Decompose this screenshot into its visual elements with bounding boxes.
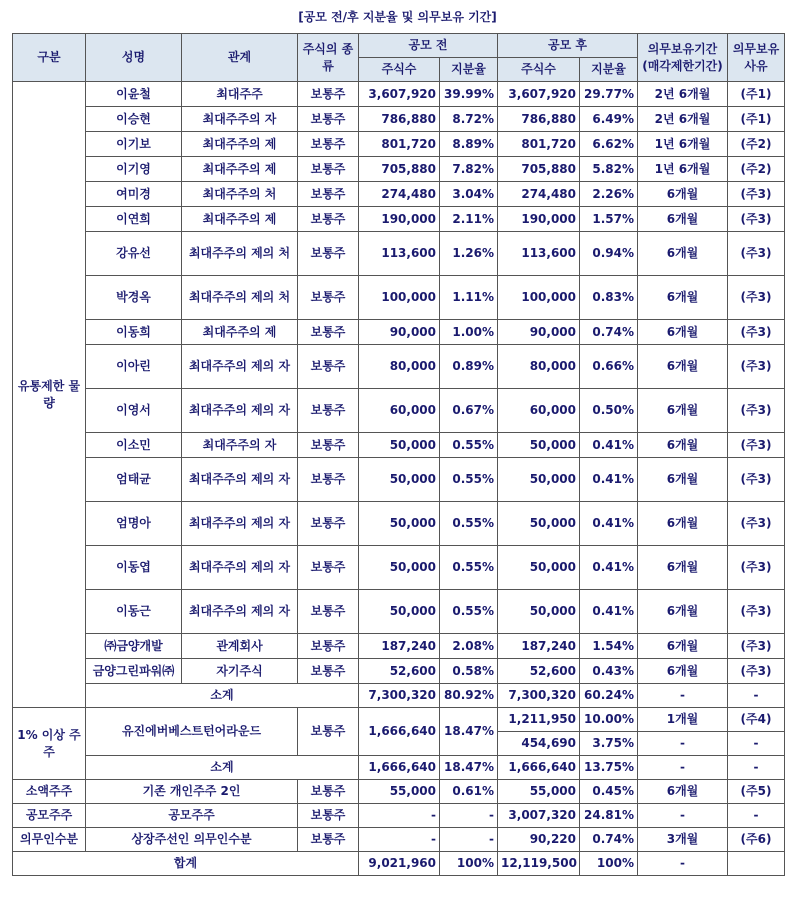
header-after-ratio: 지분율 <box>580 58 638 82</box>
lockup-period-cell: 6개월 <box>638 320 728 345</box>
shares-after-cell: 786,880 <box>498 107 580 132</box>
table-row <box>13 684 785 708</box>
lockup-period-cell: 6개월 <box>638 232 728 276</box>
shares-after-cell: 50,000 <box>498 590 580 634</box>
header-before: 공모 전 <box>359 34 498 58</box>
shares-before-cell: 1,666,640 <box>359 708 440 756</box>
lockup-period-cell: 1개월 <box>638 708 728 732</box>
lockup-reason-cell: - <box>728 804 785 828</box>
shares-before-cell: 705,880 <box>359 157 440 182</box>
ratio-after-cell: 0.74% <box>580 828 638 852</box>
lockup-period-cell: 6개월 <box>638 502 728 546</box>
shares-before-cell: 786,880 <box>359 107 440 132</box>
shareholder-name-cell: 엄태균 <box>86 458 182 502</box>
ratio-before-cell: 100% <box>440 852 498 876</box>
ratio-after-cell: 1.57% <box>580 207 638 232</box>
lockup-reason-cell: - <box>728 684 785 708</box>
shares-after-cell: 50,000 <box>498 546 580 590</box>
ratio-after-cell: 0.74% <box>580 320 638 345</box>
header-lockup: 의무보유기간 (매각제한기간) <box>638 34 728 82</box>
stock-type-cell: 보통주 <box>298 157 359 182</box>
category-label-major: 1% 이상 주주 <box>13 708 86 780</box>
ratio-after-cell: 0.50% <box>580 389 638 433</box>
lockup-reason-cell: (주3) <box>728 182 785 207</box>
relation-cell: 최대주주 <box>182 82 298 107</box>
lockup-period-cell: 6개월 <box>638 276 728 320</box>
ratio-after-cell: 100% <box>580 852 638 876</box>
table-row <box>13 708 785 732</box>
ratio-after-cell: 0.45% <box>580 780 638 804</box>
header-category: 구분 <box>13 34 86 82</box>
ratio-after-cell: 3.75% <box>580 732 638 756</box>
shares-after-cell: 12,119,500 <box>498 852 580 876</box>
table-row <box>13 756 785 780</box>
stock-type-cell: 보통주 <box>298 182 359 207</box>
stock-type-cell: 보통주 <box>298 320 359 345</box>
shares-before-cell: 50,000 <box>359 502 440 546</box>
lockup-period-cell: 2년 6개월 <box>638 82 728 107</box>
stock-type-cell: 보통주 <box>298 458 359 502</box>
shares-after-cell: 7,300,320 <box>498 684 580 708</box>
table-row <box>13 276 785 320</box>
lockup-reason-cell: (주3) <box>728 232 785 276</box>
header-after-shares: 주식수 <box>498 58 580 82</box>
shares-before-cell: 7,300,320 <box>359 684 440 708</box>
shares-before-cell: 100,000 <box>359 276 440 320</box>
stock-type-cell: 보통주 <box>298 232 359 276</box>
ratio-after-cell: 5.82% <box>580 157 638 182</box>
shareholder-name-cell: 이윤철 <box>86 82 182 107</box>
table-row <box>13 107 785 132</box>
table-row <box>13 132 785 157</box>
shares-before-cell: - <box>359 804 440 828</box>
lockup-period-cell: 6개월 <box>638 182 728 207</box>
lockup-reason-cell: (주3) <box>728 546 785 590</box>
relation-cell: 최대주주의 처 <box>182 182 298 207</box>
relation-cell: 최대주주의 제의 자 <box>182 546 298 590</box>
shareholder-name-cell: 박경옥 <box>86 276 182 320</box>
shares-after-cell: 80,000 <box>498 345 580 389</box>
ratio-before-cell: 1.11% <box>440 276 498 320</box>
shares-before-cell: 60,000 <box>359 389 440 433</box>
relation-cell: 최대주주의 자 <box>182 433 298 458</box>
shares-before-cell: 52,600 <box>359 659 440 684</box>
table-title: [공모 전/후 지분율 및 의무보유 기간] <box>298 10 497 24</box>
table-row <box>13 780 785 804</box>
ratio-after-cell: 0.41% <box>580 546 638 590</box>
lockup-reason-cell: (주5) <box>728 780 785 804</box>
relation-cell: 최대주주의 제의 자 <box>182 502 298 546</box>
shareholding-table <box>12 33 785 876</box>
shareholder-name-cell: 여미경 <box>86 182 182 207</box>
ratio-before-cell: 1.26% <box>440 232 498 276</box>
table-row <box>13 804 785 828</box>
shareholder-name-cell: 이동희 <box>86 320 182 345</box>
lockup-period-cell: - <box>638 852 728 876</box>
shareholder-name-cell: 이아린 <box>86 345 182 389</box>
ratio-after-cell: 1.54% <box>580 634 638 659</box>
ratio-before-cell: 18.47% <box>440 756 498 780</box>
shares-after-cell: 1,666,640 <box>498 756 580 780</box>
lockup-reason-cell: (주3) <box>728 502 785 546</box>
shares-before-cell: 187,240 <box>359 634 440 659</box>
ratio-after-cell: 0.83% <box>580 276 638 320</box>
table-row <box>13 659 785 684</box>
shares-after-cell: 190,000 <box>498 207 580 232</box>
lockup-period-cell: 6개월 <box>638 433 728 458</box>
relation-cell: 최대주주의 제의 자 <box>182 458 298 502</box>
shares-before-cell: 80,000 <box>359 345 440 389</box>
stock-type-cell: 보통주 <box>298 780 359 804</box>
lockup-reason-cell: - <box>728 756 785 780</box>
lockup-period-cell: 6개월 <box>638 634 728 659</box>
lockup-reason-cell: - <box>728 732 785 756</box>
lockup-period-cell: 2년 6개월 <box>638 107 728 132</box>
stock-type-cell: 보통주 <box>298 828 359 852</box>
category-label-mandatory: 의무인수분 <box>13 828 86 852</box>
shares-after-cell: 274,480 <box>498 182 580 207</box>
shareholder-name-cell: 강유선 <box>86 232 182 276</box>
shareholder-name-cell: 이기영 <box>86 157 182 182</box>
lockup-reason-cell <box>728 852 785 876</box>
ratio-after-cell: 13.75% <box>580 756 638 780</box>
ratio-after-cell: 60.24% <box>580 684 638 708</box>
stock-type-cell: 보통주 <box>298 107 359 132</box>
lockup-reason-cell: (주3) <box>728 659 785 684</box>
ratio-before-cell: 0.61% <box>440 780 498 804</box>
header-after: 공모 후 <box>498 34 638 58</box>
ratio-before-cell: - <box>440 804 498 828</box>
category-label-public: 공모주주 <box>13 804 86 828</box>
header-relation: 관계 <box>182 34 298 82</box>
shareholder-name-cell: 이소민 <box>86 433 182 458</box>
lockup-reason-cell: (주3) <box>728 345 785 389</box>
category-label-restricted: 유통제한 물량 <box>13 82 86 708</box>
ratio-before-cell: 0.67% <box>440 389 498 433</box>
shareholder-name-cell: 이동엽 <box>86 546 182 590</box>
ratio-before-cell: 3.04% <box>440 182 498 207</box>
ratio-before-cell: 0.55% <box>440 458 498 502</box>
shares-before-cell: 113,600 <box>359 232 440 276</box>
ratio-before-cell: 8.89% <box>440 132 498 157</box>
stock-type-cell: 보통주 <box>298 590 359 634</box>
lockup-period-cell: 6개월 <box>638 207 728 232</box>
shareholder-name-cell: 이영서 <box>86 389 182 433</box>
lockup-reason-cell: (주2) <box>728 157 785 182</box>
shareholder-name-cell: 금양그린파워㈜ <box>86 659 182 684</box>
relation-cell: 최대주주의 제 <box>182 157 298 182</box>
relation-cell: 최대주주의 제의 자 <box>182 590 298 634</box>
stock-type-cell: 보통주 <box>298 634 359 659</box>
relation-cell: 최대주주의 제 <box>182 320 298 345</box>
ratio-before-cell: 0.55% <box>440 590 498 634</box>
header-before-ratio: 지분율 <box>440 58 498 82</box>
table-row <box>13 546 785 590</box>
lockup-period-cell: 6개월 <box>638 659 728 684</box>
relation-cell: 최대주주의 제의 처 <box>182 276 298 320</box>
table-row <box>13 207 785 232</box>
relation-cell: 최대주주의 자 <box>182 107 298 132</box>
shares-before-cell: 1,666,640 <box>359 756 440 780</box>
lockup-reason-cell: (주3) <box>728 590 785 634</box>
lockup-reason-cell: (주3) <box>728 389 785 433</box>
lockup-period-cell: 6개월 <box>638 389 728 433</box>
ratio-after-cell: 6.62% <box>580 132 638 157</box>
ratio-before-cell: 2.11% <box>440 207 498 232</box>
table-row <box>13 232 785 276</box>
ratio-after-cell: 2.26% <box>580 182 638 207</box>
shareholder-name-cell: 이연희 <box>86 207 182 232</box>
ratio-before-cell: - <box>440 828 498 852</box>
ratio-after-cell: 0.94% <box>580 232 638 276</box>
ratio-after-cell: 0.66% <box>580 345 638 389</box>
lockup-period-cell: - <box>638 684 728 708</box>
lockup-period-cell: 6개월 <box>638 345 728 389</box>
shareholder-name-cell: 이기보 <box>86 132 182 157</box>
ratio-before-cell: 18.47% <box>440 708 498 756</box>
subtotal-label: 소계 <box>86 684 359 708</box>
ratio-before-cell: 80.92% <box>440 684 498 708</box>
ratio-before-cell: 1.00% <box>440 320 498 345</box>
shares-before-cell: 55,000 <box>359 780 440 804</box>
relation-cell: 최대주주의 제의 자 <box>182 345 298 389</box>
lockup-reason-cell: (주4) <box>728 708 785 732</box>
ratio-after-cell: 6.49% <box>580 107 638 132</box>
table-row <box>13 634 785 659</box>
ratio-after-cell: 24.81% <box>580 804 638 828</box>
shares-after-cell: 100,000 <box>498 276 580 320</box>
table-row <box>13 320 785 345</box>
shares-before-cell: 50,000 <box>359 590 440 634</box>
shares-before-cell: 50,000 <box>359 458 440 502</box>
shares-after-cell: 50,000 <box>498 502 580 546</box>
table-row <box>13 590 785 634</box>
shareholder-name-cell: 엄명아 <box>86 502 182 546</box>
ratio-before-cell: 0.55% <box>440 546 498 590</box>
shares-before-cell: 9,021,960 <box>359 852 440 876</box>
shareholder-name-cell: 이승현 <box>86 107 182 132</box>
lockup-period-cell: 6개월 <box>638 458 728 502</box>
relation-cell: 최대주주의 제의 자 <box>182 389 298 433</box>
lockup-reason-cell: (주6) <box>728 828 785 852</box>
lockup-period-cell: - <box>638 804 728 828</box>
shares-after-cell: 3,007,320 <box>498 804 580 828</box>
shareholder-name-cell: 유진에버베스트턴어라운드 <box>86 708 298 756</box>
relation-cell: 자기주식 <box>182 659 298 684</box>
table-row <box>13 433 785 458</box>
lockup-reason-cell: (주3) <box>728 320 785 345</box>
lockup-reason-cell: (주3) <box>728 433 785 458</box>
shares-after-cell: 1,211,950 <box>498 708 580 732</box>
ratio-before-cell: 0.55% <box>440 502 498 546</box>
shares-after-cell: 113,600 <box>498 232 580 276</box>
shares-after-cell: 52,600 <box>498 659 580 684</box>
ratio-after-cell: 0.41% <box>580 433 638 458</box>
stock-type-cell: 보통주 <box>298 433 359 458</box>
ratio-before-cell: 0.89% <box>440 345 498 389</box>
shares-after-cell: 50,000 <box>498 458 580 502</box>
ratio-after-cell: 0.41% <box>580 590 638 634</box>
relation-cell: 최대주주의 제 <box>182 207 298 232</box>
shareholder-name-cell: ㈜금양개발 <box>86 634 182 659</box>
ratio-after-cell: 29.77% <box>580 82 638 107</box>
shareholder-name-cell: 공모주주 <box>86 804 298 828</box>
lockup-period-cell: 6개월 <box>638 590 728 634</box>
lockup-period-cell: 6개월 <box>638 780 728 804</box>
shares-after-cell: 55,000 <box>498 780 580 804</box>
ratio-before-cell: 0.58% <box>440 659 498 684</box>
stock-type-cell: 보통주 <box>298 345 359 389</box>
ratio-before-cell: 2.08% <box>440 634 498 659</box>
shares-after-cell: 60,000 <box>498 389 580 433</box>
header-name: 성명 <box>86 34 182 82</box>
stock-type-cell: 보통주 <box>298 82 359 107</box>
lockup-reason-cell: (주2) <box>728 132 785 157</box>
stock-type-cell: 보통주 <box>298 546 359 590</box>
ratio-after-cell: 0.41% <box>580 458 638 502</box>
stock-type-cell: 보통주 <box>298 804 359 828</box>
table-row <box>13 345 785 389</box>
shares-after-cell: 3,607,920 <box>498 82 580 107</box>
shares-before-cell: - <box>359 828 440 852</box>
ratio-before-cell: 8.72% <box>440 107 498 132</box>
shares-after-cell: 90,000 <box>498 320 580 345</box>
stock-type-cell: 보통주 <box>298 502 359 546</box>
shares-after-cell: 801,720 <box>498 132 580 157</box>
lockup-period-cell: - <box>638 756 728 780</box>
stock-type-cell: 보통주 <box>298 389 359 433</box>
lockup-period-cell: - <box>638 732 728 756</box>
lockup-period-cell: 3개월 <box>638 828 728 852</box>
table-row <box>13 82 785 107</box>
header-stock-type: 주식의 종류 <box>298 34 359 82</box>
shareholder-name-cell: 기존 개인주주 2인 <box>86 780 298 804</box>
relation-cell: 최대주주의 제 <box>182 132 298 157</box>
category-label-minority: 소액주주 <box>13 780 86 804</box>
table-row <box>13 182 785 207</box>
stock-type-cell: 보통주 <box>298 708 359 756</box>
lockup-reason-cell: (주1) <box>728 82 785 107</box>
ratio-before-cell: 0.55% <box>440 433 498 458</box>
shares-after-cell: 705,880 <box>498 157 580 182</box>
header-before-shares: 주식수 <box>359 58 440 82</box>
table-row <box>13 828 785 852</box>
shareholder-name-cell: 이동근 <box>86 590 182 634</box>
table-row <box>13 502 785 546</box>
shares-after-cell: 454,690 <box>498 732 580 756</box>
ratio-after-cell: 0.41% <box>580 502 638 546</box>
shares-before-cell: 274,480 <box>359 182 440 207</box>
ratio-before-cell: 7.82% <box>440 157 498 182</box>
lockup-reason-cell: (주3) <box>728 458 785 502</box>
lockup-reason-cell: (주3) <box>728 207 785 232</box>
table-row <box>13 852 785 876</box>
stock-type-cell: 보통주 <box>298 132 359 157</box>
stock-type-cell: 보통주 <box>298 207 359 232</box>
shares-after-cell: 50,000 <box>498 433 580 458</box>
ratio-after-cell: 0.43% <box>580 659 638 684</box>
shares-before-cell: 50,000 <box>359 433 440 458</box>
shareholder-name-cell: 상장주선인 의무인수분 <box>86 828 298 852</box>
stock-type-cell: 보통주 <box>298 276 359 320</box>
lockup-reason-cell: (주3) <box>728 634 785 659</box>
relation-cell: 관계회사 <box>182 634 298 659</box>
ratio-before-cell: 39.99% <box>440 82 498 107</box>
table-row <box>13 389 785 433</box>
table-row <box>13 157 785 182</box>
lockup-period-cell: 1년 6개월 <box>638 132 728 157</box>
header-reason: 의무보유 사유 <box>728 34 785 82</box>
lockup-reason-cell: (주3) <box>728 276 785 320</box>
lockup-reason-cell: (주1) <box>728 107 785 132</box>
shares-after-cell: 90,220 <box>498 828 580 852</box>
shares-before-cell: 190,000 <box>359 207 440 232</box>
shares-before-cell: 801,720 <box>359 132 440 157</box>
total-label: 합계 <box>13 852 359 876</box>
lockup-period-cell: 6개월 <box>638 546 728 590</box>
ratio-after-cell: 10.00% <box>580 708 638 732</box>
table-row <box>13 458 785 502</box>
shares-before-cell: 90,000 <box>359 320 440 345</box>
stock-type-cell: 보통주 <box>298 659 359 684</box>
lockup-period-cell: 1년 6개월 <box>638 157 728 182</box>
table-body <box>13 34 785 876</box>
shares-after-cell: 187,240 <box>498 634 580 659</box>
shares-before-cell: 50,000 <box>359 546 440 590</box>
subtotal-label: 소계 <box>86 756 359 780</box>
shares-before-cell: 3,607,920 <box>359 82 440 107</box>
relation-cell: 최대주주의 제의 처 <box>182 232 298 276</box>
